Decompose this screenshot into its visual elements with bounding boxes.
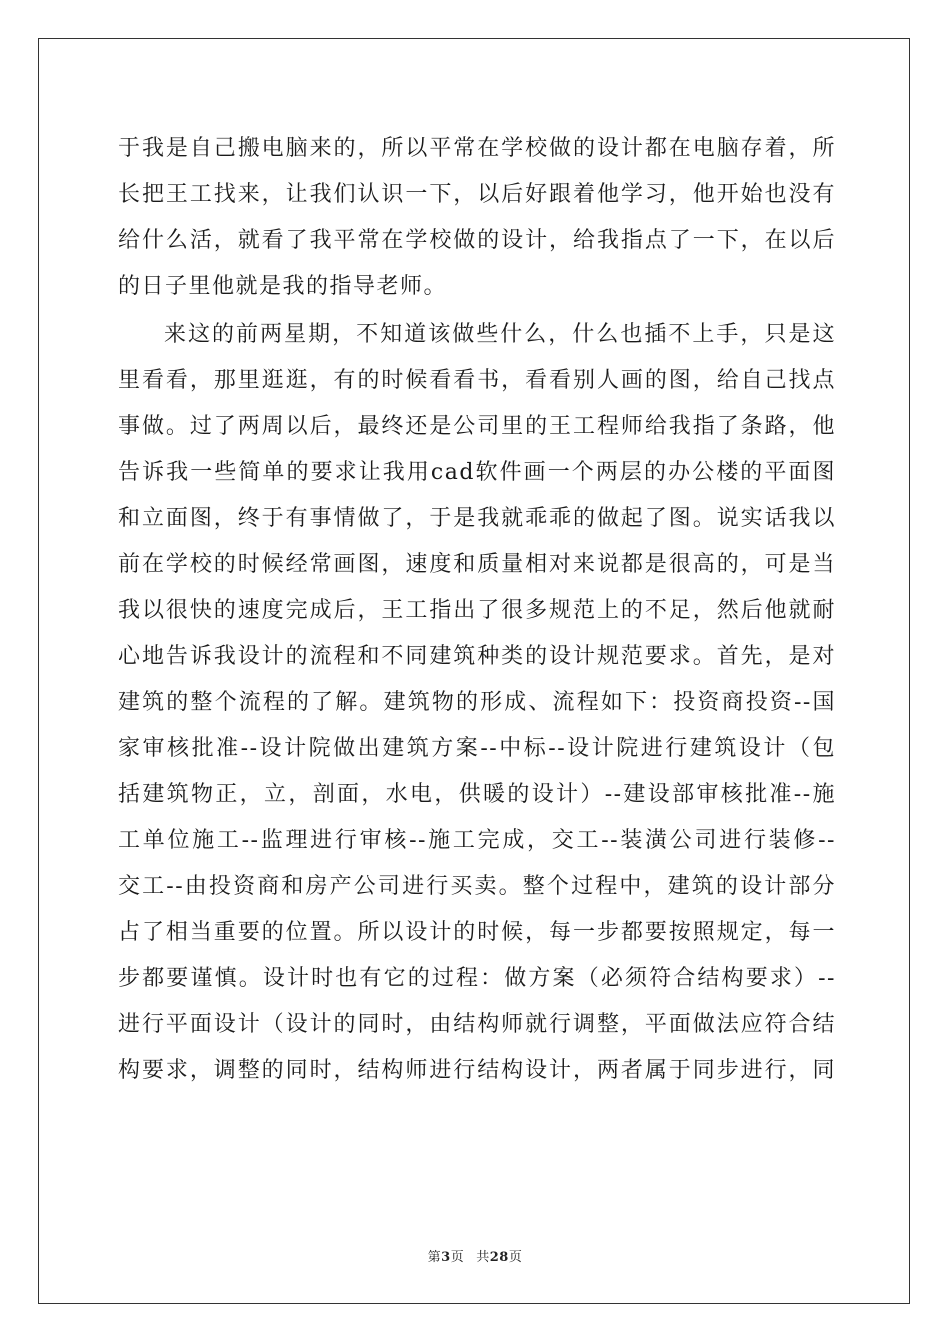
text-line: 心地告诉我设计的流程和不同建筑种类的设计规范要求。首先，是对	[118, 644, 836, 669]
text-line: 建筑的整个流程的了解。建筑物的形成、流程如下：投资商投资--国	[118, 690, 836, 715]
text-line: 括建筑物正，立，剖面，水电，供暖的设计）--建设部审核批准--施	[118, 782, 836, 807]
text-line: 家审核批准--设计院做出建筑方案--中标--设计院进行建筑设计（包	[118, 736, 836, 761]
text-line: 占了相当重要的位置。所以设计的时候，每一步都要按照规定，每一	[118, 920, 836, 945]
total-pages-label: 共28页	[476, 1250, 523, 1265]
text-line: 步都要谨慎。设计时也有它的过程：做方案（必须符合结构要求）--	[118, 966, 836, 991]
document-body	[118, 126, 836, 1094]
text-line: 进行平面设计（设计的同时，由结构师就行调整，平面做法应符合结	[118, 1012, 836, 1037]
page-footer	[0, 1246, 950, 1265]
text-line: 的日子里他就是我的指导老师。	[118, 274, 448, 299]
text-line: 构要求，调整的同时，结构师进行结构设计，两者属于同步进行，同	[118, 1058, 836, 1083]
page-number-label: 第3页	[427, 1250, 465, 1265]
text-line: 给什么活，就看了我平常在学校做的设计，给我指点了一下，在以后	[118, 228, 836, 253]
text-line: 工单位施工--监理进行审核--施工完成，交工--装潢公司进行装修--	[118, 828, 836, 853]
text-line: 长把王工找来，让我们认识一下，以后好跟着他学习，他开始也没有	[118, 182, 836, 207]
paragraph-1	[118, 126, 836, 310]
text-line: 告诉我一些简单的要求让我用cad软件画一个两层的办公楼的平面图	[118, 460, 836, 485]
text-line: 我以很快的速度完成后，王工指出了很多规范上的不足，然后他就耐	[118, 598, 836, 623]
text-line: 里看看，那里逛逛，有的时候看看书，看看别人画的图，给自己找点	[118, 368, 836, 393]
text-line: 和立面图，终于有事情做了，于是我就乖乖的做起了图。说实话我以	[118, 506, 836, 531]
paragraph-2	[118, 312, 836, 1094]
text-line: 事做。过了两周以后，最终还是公司里的王工程师给我指了条路，他	[118, 414, 836, 439]
text-line: 交工--由投资商和房产公司进行买卖。整个过程中，建筑的设计部分	[118, 874, 836, 899]
text-line: 于我是自己搬电脑来的，所以平常在学校做的设计都在电脑存着，所	[118, 136, 836, 161]
text-line: 来这的前两星期，不知道该做些什么，什么也插不上手，只是这	[164, 322, 836, 347]
text-line: 前在学校的时候经常画图，速度和质量相对来说都是很高的，可是当	[118, 552, 836, 577]
